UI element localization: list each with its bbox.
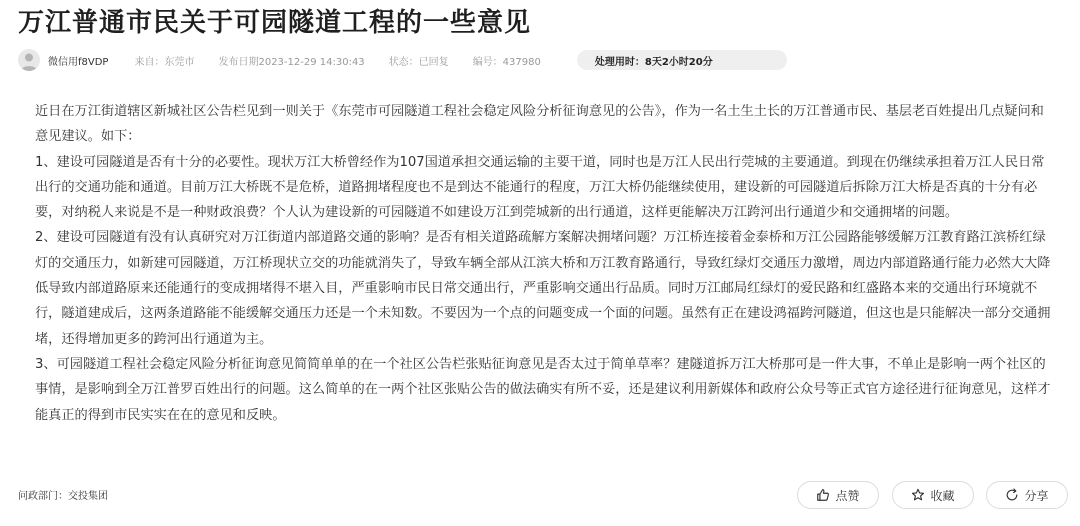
like-button[interactable] xyxy=(797,481,879,509)
action-bar xyxy=(0,481,1080,509)
post-meta xyxy=(18,48,1078,72)
content-point-3: 3、可园隧道工程社会稳定风险分析征询意见简简单单的在一个社区公告栏张贴征询意见是否太过于简单草率？建隧道拆万江大桥那可是一件大事，不单止是影响一两个社区的事情，是影响到全万江普罗百姓出行的问题。这么简单的在一两个社区张贴公告的做法确实有所不妥，还是建议利用新媒体和政府公众号等正式官方途径进行征询意见，这样才能真正的得到市民实实在在的意见和反映。 xyxy=(35,356,1051,423)
publish-date: 发布日期2023-12-29 14:30:43 xyxy=(218,56,365,68)
content-point-1: 1、建设可园隧道是否有十分的必要性。现状万江大桥曾经作为107国道承担交通运输的主要干道，同时也是万江人民出行莞城的主要通道。到现在仍继续承担着万江人民日常出行的交通功能和通道。目前万江大桥既不是危桥，道路拥堵程度也不是到达不能通行的程度，万江大桥仍能继续使用，建设新的可园隧道后拆除万江大桥是否真的十分有必要，对纳税人来说是不是一种财政浪费？个人认为建设新的可园隧道不如建设万江到莞城新的出行通道，这样更能解决万江跨河出行通道少和交通拥堵的问题。 xyxy=(35,154,1045,221)
favorite-button[interactable] xyxy=(892,481,974,509)
source-location: 来自：东莞市 xyxy=(134,56,195,68)
post-content xyxy=(35,99,1055,428)
author-name: 微信用f8VDP xyxy=(48,56,109,68)
content-intro: 近日在万江街道辖区新城社区公告栏见到一则关于《东莞市可园隧道工程社会稳定风险分析征询意见的公告》，作为一名土生土长的万江普通市民、基层老百姓提出几点疑问和意见建议。如下： xyxy=(35,104,1044,145)
user-avatar-icon xyxy=(18,49,40,71)
share-button[interactable] xyxy=(986,481,1068,509)
share-icon xyxy=(1005,488,1019,502)
content-point-2: 2、建设可园隧道有没有认真研究对万江街道内部道路交通的影响？是否有相关道路疏解方案解决拥堵问题？万江桥连接着金泰桥和万江公园路能够缓解万江教育路江滨桥红绿灯的交通压力，如新建可园隧道，万江桥现状立交的功能就消失了，导致车辆全部从江滨大桥和万江教育路通行，导致红绿灯交通压力激增，周边内部道路通行能力必然大大降低导致内部道路原来还能通行的变成拥堵得不堪入目，严重影响市民日常交通出行，严重影响交通出行品质。同时万江邮局红绿灯的爱民路和红盛路本来的交通出行环境就不行，隧道建成后，这两条道路能不能缓解交通压力还是一个未知数。不要因为一个点的问题变成一个面的问题。虽然有正在建设鸿福跨河隧道，但这也是只能解决一部分交通拥堵，还得增加更多的跨河出行通道为主。 xyxy=(35,230,1051,347)
reply-status: 状态：已回复 xyxy=(388,56,449,68)
department-label: 问政部门：交投集团 xyxy=(18,491,108,502)
processing-time-badge: 处理用时：8天2小时20分 xyxy=(577,50,787,70)
page-title: 万江普通市民关于可园隧道工程的一些意见 xyxy=(18,8,532,38)
thumbs-up-icon xyxy=(816,488,830,502)
star-icon xyxy=(911,488,925,502)
post-number: 编号：437980 xyxy=(472,56,541,68)
share-label: 分享 xyxy=(1024,488,1049,503)
favorite-label: 收藏 xyxy=(930,488,955,503)
like-label: 点赞 xyxy=(835,488,860,503)
